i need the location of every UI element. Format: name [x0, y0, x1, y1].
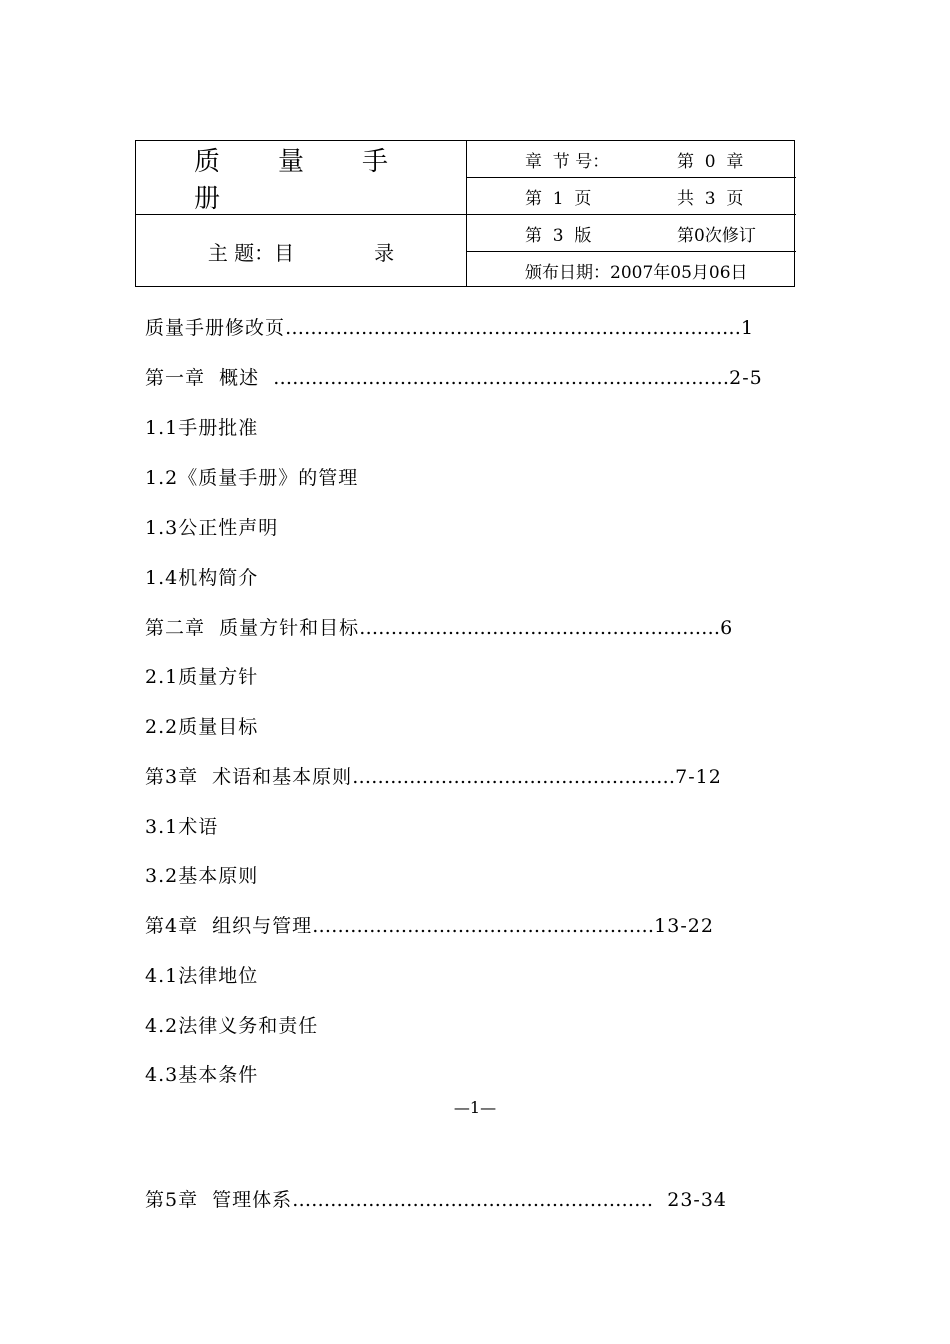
toc-entry — [145, 463, 358, 490]
toc-page: 6 — [720, 617, 734, 639]
toc-leader: ………………………………………………… — [359, 617, 721, 639]
toc-entry-title: 第3章 术语和基本原则 — [145, 766, 353, 788]
toc-entry — [145, 563, 258, 590]
toc-entry-title: 1.2《质量手册》的管理 — [145, 467, 359, 489]
manual-title: 质量手册 — [194, 146, 447, 214]
issue-date-row — [467, 252, 796, 288]
toc-leader: ………………………………………………… — [292, 1189, 654, 1211]
document-header-table — [135, 140, 795, 287]
toc-page: 13-22 — [654, 915, 714, 937]
toc-entry — [145, 961, 258, 988]
toc-entry-title: 2.1质量方针 — [145, 666, 259, 688]
toc-leader: ……………………………………………… — [312, 915, 655, 937]
toc-entry-title: 第二章 质量方针和目标 — [145, 617, 360, 639]
issue-date: 颁布日期：2007年05月06日 — [525, 262, 748, 283]
toc-entry — [145, 613, 733, 640]
toc-entry-title: 1.4机构简介 — [145, 567, 259, 589]
toc-entry-next-page — [145, 1185, 727, 1212]
toc-entry-title: 4.3基本条件 — [145, 1064, 259, 1086]
toc-entry-title: 第4章 组织与管理 — [145, 915, 313, 937]
toc-leader: ……………………………………………………………… — [285, 317, 742, 339]
toc-entry-title: 2.2质量目标 — [145, 716, 259, 738]
edition-row — [467, 215, 796, 251]
toc-entry — [145, 413, 258, 440]
toc-page: 1 — [741, 317, 755, 339]
chapter-number-label: 章 节 号： — [525, 151, 610, 172]
page-count-row — [467, 178, 796, 214]
toc-entry — [145, 712, 258, 739]
revision: 第0次修订 — [677, 225, 756, 246]
current-page: 第 1 页 — [525, 188, 592, 209]
page-number: —1— — [453, 1098, 497, 1117]
toc-entry-title: 3.1术语 — [145, 816, 219, 838]
toc-entry — [145, 662, 258, 689]
chapter-number-row — [467, 141, 796, 177]
toc-entry — [145, 1060, 258, 1087]
toc-entry — [145, 762, 722, 789]
subject-value: 录 — [374, 240, 395, 265]
toc-entry-title: 第5章 管理体系 — [145, 1189, 293, 1211]
toc-leader: ……………………………………………………………… — [273, 367, 730, 389]
toc-entry — [145, 1011, 318, 1038]
toc-entry — [145, 812, 218, 839]
subject-cell — [136, 215, 466, 287]
toc-page: 2-5 — [729, 367, 763, 389]
toc-entry — [145, 911, 714, 938]
toc-entry-title: 3.2基本原则 — [145, 865, 259, 887]
chapter-number-value: 第 0 章 — [677, 151, 744, 172]
toc-entry-title: 4.1法律地位 — [145, 965, 259, 987]
toc-leader: …………………………………………… — [352, 766, 676, 788]
toc-entry — [145, 313, 754, 340]
edition: 第 3 版 — [525, 225, 592, 246]
toc-entry-title: 质量手册修改页 — [145, 317, 286, 339]
toc-page: 23-34 — [653, 1189, 728, 1211]
toc-entry — [145, 513, 278, 540]
toc-entry — [145, 363, 763, 390]
toc-entry-title: 1.3公正性声明 — [145, 517, 279, 539]
total-pages: 共 3 页 — [677, 188, 744, 209]
toc-entry-title: 4.2法律义务和责任 — [145, 1015, 319, 1037]
subject-label: 主 题：目 — [207, 240, 295, 265]
toc-entry-title: 第一章 概述 — [145, 367, 274, 389]
toc-entry — [145, 861, 258, 888]
toc-entry-title: 1.1手册批准 — [145, 417, 259, 439]
toc-page: 7-12 — [675, 766, 722, 788]
